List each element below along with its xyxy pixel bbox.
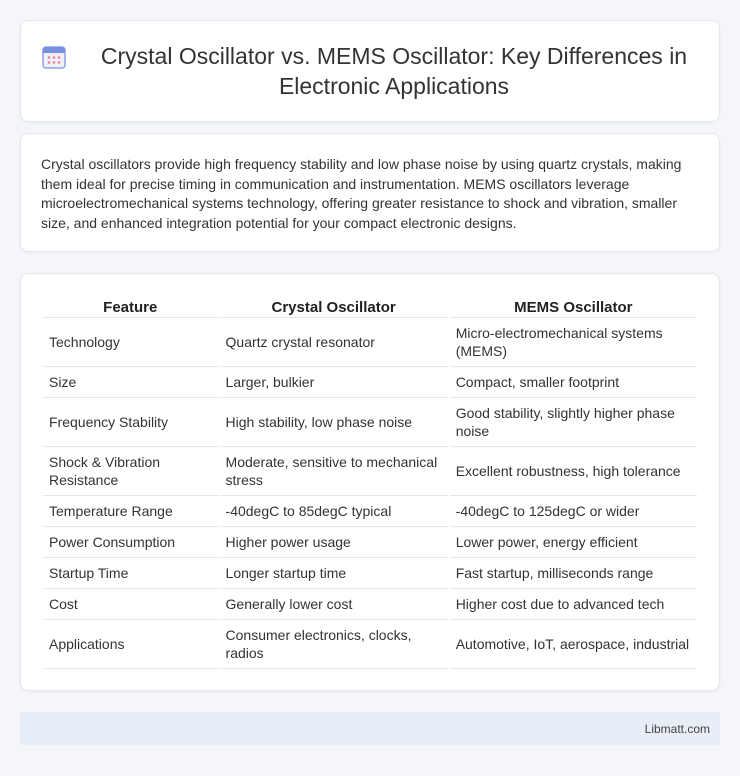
- title-card: [20, 20, 720, 122]
- feature-cell: Technology: [43, 318, 218, 367]
- mems-cell: Higher cost due to advanced tech: [450, 589, 697, 620]
- comparison-table-card: [20, 273, 720, 691]
- crystal-cell: Generally lower cost: [220, 589, 448, 620]
- feature-cell: Size: [43, 367, 218, 398]
- table-row: [43, 527, 697, 558]
- feature-cell: Cost: [43, 589, 218, 620]
- mems-cell: Automotive, IoT, aerospace, industrial: [450, 620, 697, 669]
- footer: [20, 712, 720, 745]
- crystal-cell: High stability, low phase noise: [220, 398, 448, 447]
- feature-cell: Frequency Stability: [43, 398, 218, 447]
- feature-cell: Startup Time: [43, 558, 218, 589]
- mems-cell: Micro-electromechanical systems (MEMS): [450, 318, 697, 367]
- table-row: [43, 620, 697, 669]
- crystal-cell: Consumer electronics, clocks, radios: [220, 620, 448, 669]
- mems-cell: Fast startup, milliseconds range: [450, 558, 697, 589]
- crystal-cell: Moderate, sensitive to mechanical stress: [220, 447, 448, 496]
- crystal-cell: Higher power usage: [220, 527, 448, 558]
- table-row: [43, 318, 697, 367]
- feature-cell: Power Consumption: [43, 527, 218, 558]
- table-row: [43, 558, 697, 589]
- column-header-crystal: Crystal Oscillator: [220, 292, 448, 318]
- table-row: [43, 367, 697, 398]
- mems-cell: Excellent robustness, high tolerance: [450, 447, 697, 496]
- crystal-cell: Larger, bulkier: [220, 367, 448, 398]
- crystal-cell: Longer startup time: [220, 558, 448, 589]
- page-title: Crystal Oscillator vs. MEMS Oscillator: Key Differences in Electronic Applications: [100, 43, 688, 99]
- footer-brand-link[interactable]: Libmatt.com: [644, 721, 710, 736]
- table-row: [43, 589, 697, 620]
- summary-text: Crystal oscillators provide high frequency stability and low phase noise by using quartz crystals, making them ideal for precise timing in communication and instrumentation. MEMS oscillators leverage microelectromechanical systems technology, offering greater resistance to shock and vibration, smaller size, and enhanced integration potential for your compact electronic designs.: [41, 156, 682, 231]
- table-row: [43, 496, 697, 527]
- feature-cell: Shock & Vibration Resistance: [43, 447, 218, 496]
- crystal-cell: -40degC to 85degC typical: [220, 496, 448, 527]
- column-header-mems: MEMS Oscillator: [450, 292, 697, 318]
- title-wrap: [21, 21, 719, 121]
- table-header-row: [43, 292, 697, 318]
- summary-card: [20, 133, 720, 252]
- table-row: [43, 398, 697, 447]
- mems-cell: Lower power, energy efficient: [450, 527, 697, 558]
- crystal-cell: Quartz crystal resonator: [220, 318, 448, 367]
- comparison-table: [41, 292, 699, 669]
- mems-cell: Good stability, slightly higher phase noise: [450, 398, 697, 447]
- column-header-feature: Feature: [43, 292, 218, 318]
- feature-cell: Applications: [43, 620, 218, 669]
- mems-cell: -40degC to 125degC or wider: [450, 496, 697, 527]
- calendar-icon: [41, 44, 67, 70]
- table-row: [43, 447, 697, 496]
- feature-cell: Temperature Range: [43, 496, 218, 527]
- mems-cell: Compact, smaller footprint: [450, 367, 697, 398]
